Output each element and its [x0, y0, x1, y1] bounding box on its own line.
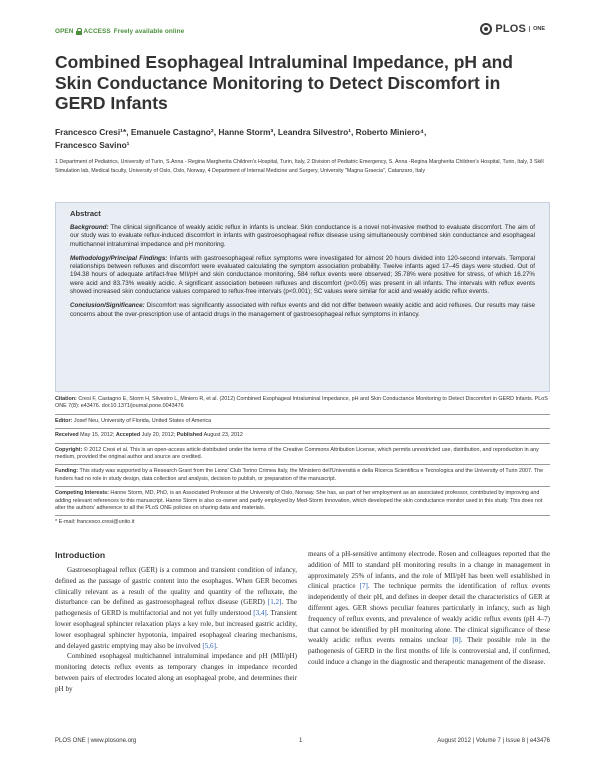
citation	[55, 396, 550, 411]
methods-label: Methodology/Principal Findings:	[70, 254, 168, 262]
funding-text: This study was supported by a Research Grant from the Lions' Club Torino Crimea Italy, the Ministero dell'Università e della Ricerca Scientifica e Tecnologica and the University of Turin 2007. The funders had no role in study design, data collection and analysis, decision to publish, or preparation of the manuscript.	[55, 468, 544, 482]
text-span: . Their possible role in the pathogenesis of GERD in the first months of life is controversial and, if confirmed, could induce a change in the diagnostic and therapeutic management of the disease.	[308, 636, 550, 666]
text-span: Gastroesophageal reflux (GER) is a common and transient condition of infancy, defined as the passage of gastric content into the esophagus. When GER becomes clinically relevant as a result of the quality and quantity of the refluxate, the disturbance can be defined as gastroesophageal reflux disease (GERD)	[55, 566, 297, 607]
article-metadata	[55, 396, 550, 530]
page-number: 1	[299, 738, 303, 744]
competing-interests	[55, 490, 550, 512]
conclusion-label: Conclusion/Significance:	[70, 302, 145, 310]
abstract-methods	[70, 255, 535, 296]
open-label: OPEN	[55, 28, 74, 35]
accepted-label: Accepted	[115, 432, 141, 439]
accepted-date: July 20, 2012;	[140, 432, 177, 439]
conclusion-text: Discomfort was significantly associated with reflux events and did not differ between weakly acidic and acid refluxes. Our results may raise concerns about the over-prescription use of antacid drugs in the management of gastroesophageal reflux symptoms in infancy.	[70, 302, 535, 318]
citation-label: Citation:	[55, 396, 77, 402]
reference-link[interactable]: [7]	[359, 582, 368, 591]
intro-paragraph-1	[55, 565, 297, 651]
methods-text: Infants with gastroesophageal reflux symptoms were investigated for almost 20 hours divided into 120-second intervals. Temporal relationships between refluxes and discomfort were evaluated calculating the symptom association probability. Twelve infants aged 17–45 days were studied. Out of 194.38 hours of adequate artifact-free MII/pH and skin conductance monitoring, 584 reflux events were observed; 35.78% were positive for stress, of which 16.27% were acid and 83.73% weakly acidic. A significant association between refluxes and discomfort (p<0.05) was present in all infants. The intervals with reflux events showed increased skin conductance values compared to reflux-free intervals (p<0.001); SC values were similar for acid and weakly acidic reflux events.	[70, 254, 536, 296]
background-text: The clinical significance of weakly acidic reflux in infants is unclear. Skin conductance is a novel not-invasive method to evaluate discomfort. The aim of our study was to evaluate reflux-induced discomfort in infants with gastroesophageal reflux disease using simultaneously combined skin conductance and esophageal multichannel intraluminal impedance and pH monitoring.	[70, 224, 535, 248]
reference-link[interactable]: [1,2]	[267, 598, 282, 607]
text-span: . Transient lower esophageal sphincter relaxation plays a key role, but increased gastric acidity, lower esophageal sphincter hypotonia, impaired esophageal clearing mechanisms, and delayed gastric emptying may also be involved	[55, 609, 297, 650]
funding-label: Funding:	[55, 468, 79, 475]
editor	[55, 418, 550, 425]
reference-link[interactable]: [3,4]	[253, 609, 267, 618]
author-line-1: Francesco Cresi¹*, Emanuele Castagno², Hanne Storm³, Leandra Silvestro¹, Roberto Miniero⁴,	[55, 127, 427, 137]
body-column-left	[55, 565, 297, 695]
article-title: Combined Esophageal Intraluminal Impedance, pH and Skin Conductance Monitoring to Detect Discomfort in GERD Infants	[55, 52, 513, 113]
copyright-text: © 2012 Cresi et al. This is an open-access article distributed under the terms of the Creative Commons Attribution License, which permits unrestricted use, distribution, and reproduction in any medium, provided the original author and source are credited.	[55, 446, 539, 461]
footer-journal: PLOS ONE | www.plosone.org	[55, 738, 137, 744]
received-label: Received	[55, 432, 79, 439]
open-access-banner	[55, 28, 184, 35]
abstract-background	[70, 224, 535, 249]
open-lock-icon	[76, 28, 82, 35]
editor-text: Josef Neu, University of Florida, United States of America	[72, 417, 212, 424]
text-span: . The technique permits the identification of reflux events independently of their pH, and defines in deeper detail the characteristics of GER at different ages. GER shows peculiar features particularly in infancy, such as high frequency of reflux events, and prevalence of weakly acidic reflux events (pH 4–7) that cannot be identified by pH monitoring alone. The clinical significance of these weakly acidic reflux events remains unclear	[308, 582, 550, 645]
published-label: Published	[176, 432, 203, 439]
text-span: means of a pH-sensitive antimony electrode. Rosen and colleagues reported that the addition of MII to standard pH monitoring results in a change in management in approximately 25% of infants, and the role of MII/pH has been well established in clinical practice	[308, 550, 550, 591]
free-available-label: Freely available online	[113, 28, 185, 35]
divider	[55, 428, 550, 429]
published-date: August 23, 2012	[202, 432, 243, 439]
divider	[55, 443, 550, 444]
plos-one-label: ONE	[529, 26, 545, 32]
body-column-right	[308, 549, 550, 668]
citation-text: Cresi F, Castagno E, Storm H, Silvestro L, Miniero R, et al. (2012) Combined Esophageal Intraluminal Impedance, pH and Skin Conductance Monitoring to Detect Discomfort in GERD Infants. PLoS ONE 7(8): e43476. doi:10.1371/journal.pone.0043476	[55, 396, 548, 410]
competing-label: Competing Interests:	[55, 490, 109, 497]
text-span: . The pathogenesis of GERD is multifactorial and not yet fully understood	[55, 598, 297, 618]
access-label: ACCESS	[83, 28, 111, 35]
intro-paragraph-2: Combined esophageal multichannel intraluminal impedance and pH (MII/pH) monitoring detects reflux events as temporary changes in impedance recorded between pairs of electrodes located along an esophageal probe, and determines their pH by	[55, 652, 297, 693]
text-span: .	[215, 641, 218, 650]
editor-label: Editor:	[55, 417, 73, 424]
funding	[55, 468, 550, 483]
reference-link[interactable]: [5,6]	[202, 641, 216, 650]
reference-link[interactable]: [8]	[452, 636, 461, 645]
copyright-label: Copyright:	[55, 446, 83, 453]
background-label: Background:	[70, 224, 109, 231]
divider	[55, 414, 550, 415]
footer-issue: August 2012 | Volume 7 | Issue 8 | e43476	[437, 738, 550, 744]
received-date: May 15, 2012;	[78, 432, 116, 439]
divider	[55, 515, 550, 516]
intro-paragraph-2-cont	[308, 549, 550, 668]
copyright	[55, 447, 550, 462]
divider	[55, 464, 550, 465]
plos-logo-icon	[480, 23, 492, 35]
abstract-heading: Abstract	[70, 209, 101, 218]
divider	[55, 486, 550, 487]
affiliations: 1 Department of Pediatrics, University of Turin, S.Anna - Regina Margherita Children's Hospital, Turin, Italy, 2 Division of Pediatric Emergency, S. Anna -Regina Margherita Children's Hospital, Turin, Italy, 3 Skill Simulation lab, Medical faculty, University of Oslo, Oslo, Norway, 4 Department of Internal Medicine and Surgery, University "Magna Graecia", Catanzaro, Italy	[55, 159, 544, 174]
corresponding-email: * E-mail: francesco.cresi@unito.it	[55, 519, 135, 526]
dates	[55, 432, 550, 439]
plos-one-logo	[480, 23, 545, 35]
author-line-2: Francesco Savino¹	[55, 140, 130, 150]
plos-wordmark: PLOS	[495, 23, 527, 35]
competing-text: Hanne Storm, MD, PhD, is an Associated Professor at the University of Oslo, Norway. She has, as part of her employment as an associated professor, contributed by improving and adding relevant references to this manuscript. Hanne Storm is also co-owner and partly employed by Med-Storm Innovation, which developed the skin conductance monitor used in this study. This does not alter the authors' adherence to all the PLoS ONE policies on sharing data and materials.	[55, 490, 543, 512]
introduction-heading: Introduction	[55, 550, 106, 560]
abstract-conclusion	[70, 302, 535, 319]
abstract-box	[55, 202, 550, 392]
author-list	[55, 126, 550, 152]
